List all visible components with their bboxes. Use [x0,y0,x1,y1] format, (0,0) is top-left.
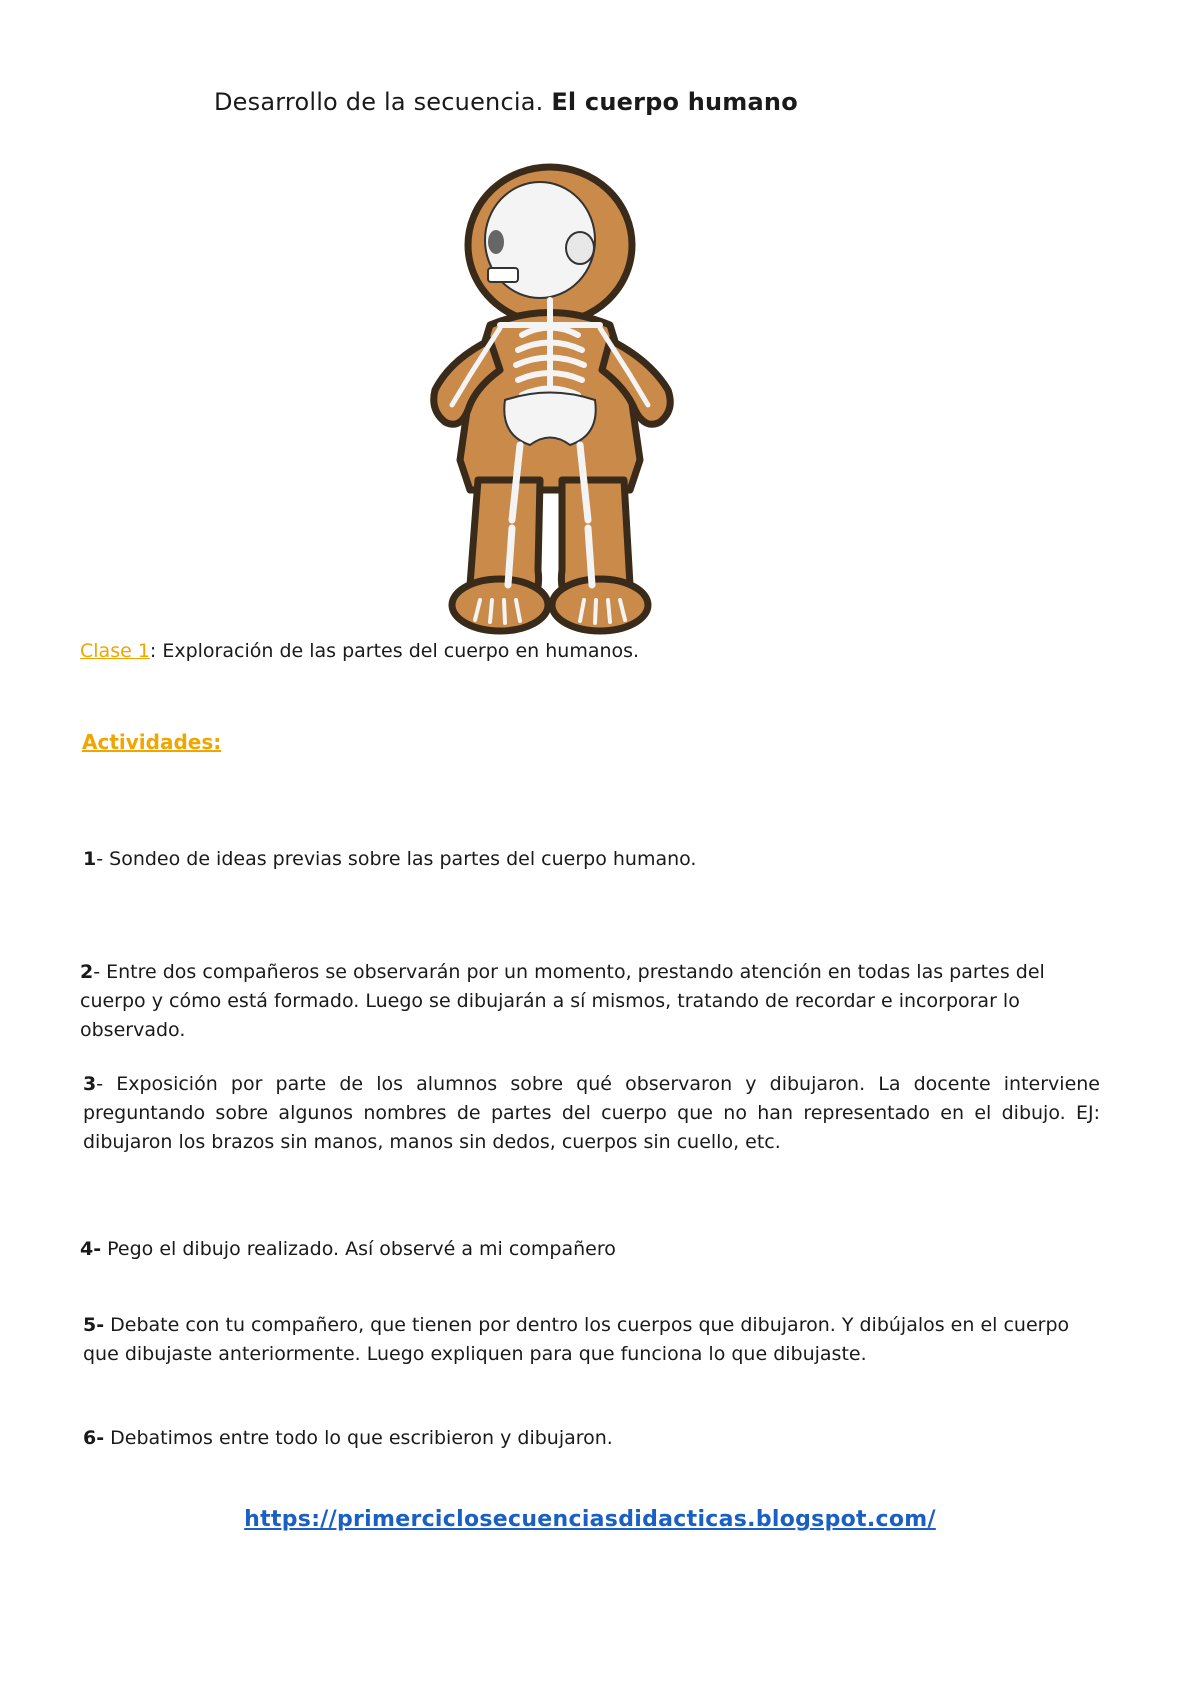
activity-text: Debate con tu compañero, que tienen por dentro los cuerpos que dibujaron. Y dibújalos en el cuerpo que dibujaste anteriormente. Luego expliquen para que funciona lo que dibujaste. [83,1314,1070,1365]
activity-number: 5- [83,1314,105,1336]
footer-url-link[interactable]: https://primerciclosecuenciasdidacticas.blogspot.com/ [244,1507,936,1532]
activity-text: Pego el dibujo realizado. Así observé a mi compañero [101,1238,616,1260]
clase-line [80,640,639,662]
activity-item-2 [80,958,1115,1045]
eye-socket [488,230,504,254]
clase-text: : Exploración de las partes del cuerpo en humanos. [149,640,640,662]
activity-item-3 [83,1070,1100,1157]
activity-number: 3 [83,1073,97,1095]
activity-number: 6- [83,1427,105,1449]
activity-text: - Exposición por parte de los alumnos sobre qué observaron y dibujaron. La docente interviene preguntando sobre algunos nombres de partes del cuerpo que no han representado en el dibujo. EJ: dibujaron los brazos sin manos, manos sin dedos, cuerpos sin cuello, etc. [83,1073,1100,1153]
activity-text: Debatimos entre todo lo que escribieron y dibujaron. [104,1427,613,1449]
clase-label: Clase 1 [80,640,150,662]
activity-text: - Sondeo de ideas previas sobre las partes del cuerpo humano. [96,848,697,870]
activity-item-6 [83,1424,1103,1453]
activity-item-4 [80,1235,1100,1264]
skeleton-body-illustration-icon [430,160,760,640]
activity-number: 2 [80,961,94,983]
title-prefix: Desarrollo de la secuencia. [214,88,544,116]
activity-item-1 [83,845,1103,874]
title-bold: El cuerpo humano [551,88,798,116]
activity-item-5 [83,1311,1103,1369]
actividades-heading: Actividades: [82,730,222,754]
activity-number: 1 [83,848,97,870]
page-title [214,88,798,116]
activity-number: 4- [80,1238,102,1260]
activity-text: - Entre dos compañeros se observarán por un momento, prestando atención en todas las partes del cuerpo y cómo está formado. Luego se dibujarán a sí mismos, tratando de recordar e incorporar lo observado. [80,961,1045,1041]
pelvis [504,393,595,446]
